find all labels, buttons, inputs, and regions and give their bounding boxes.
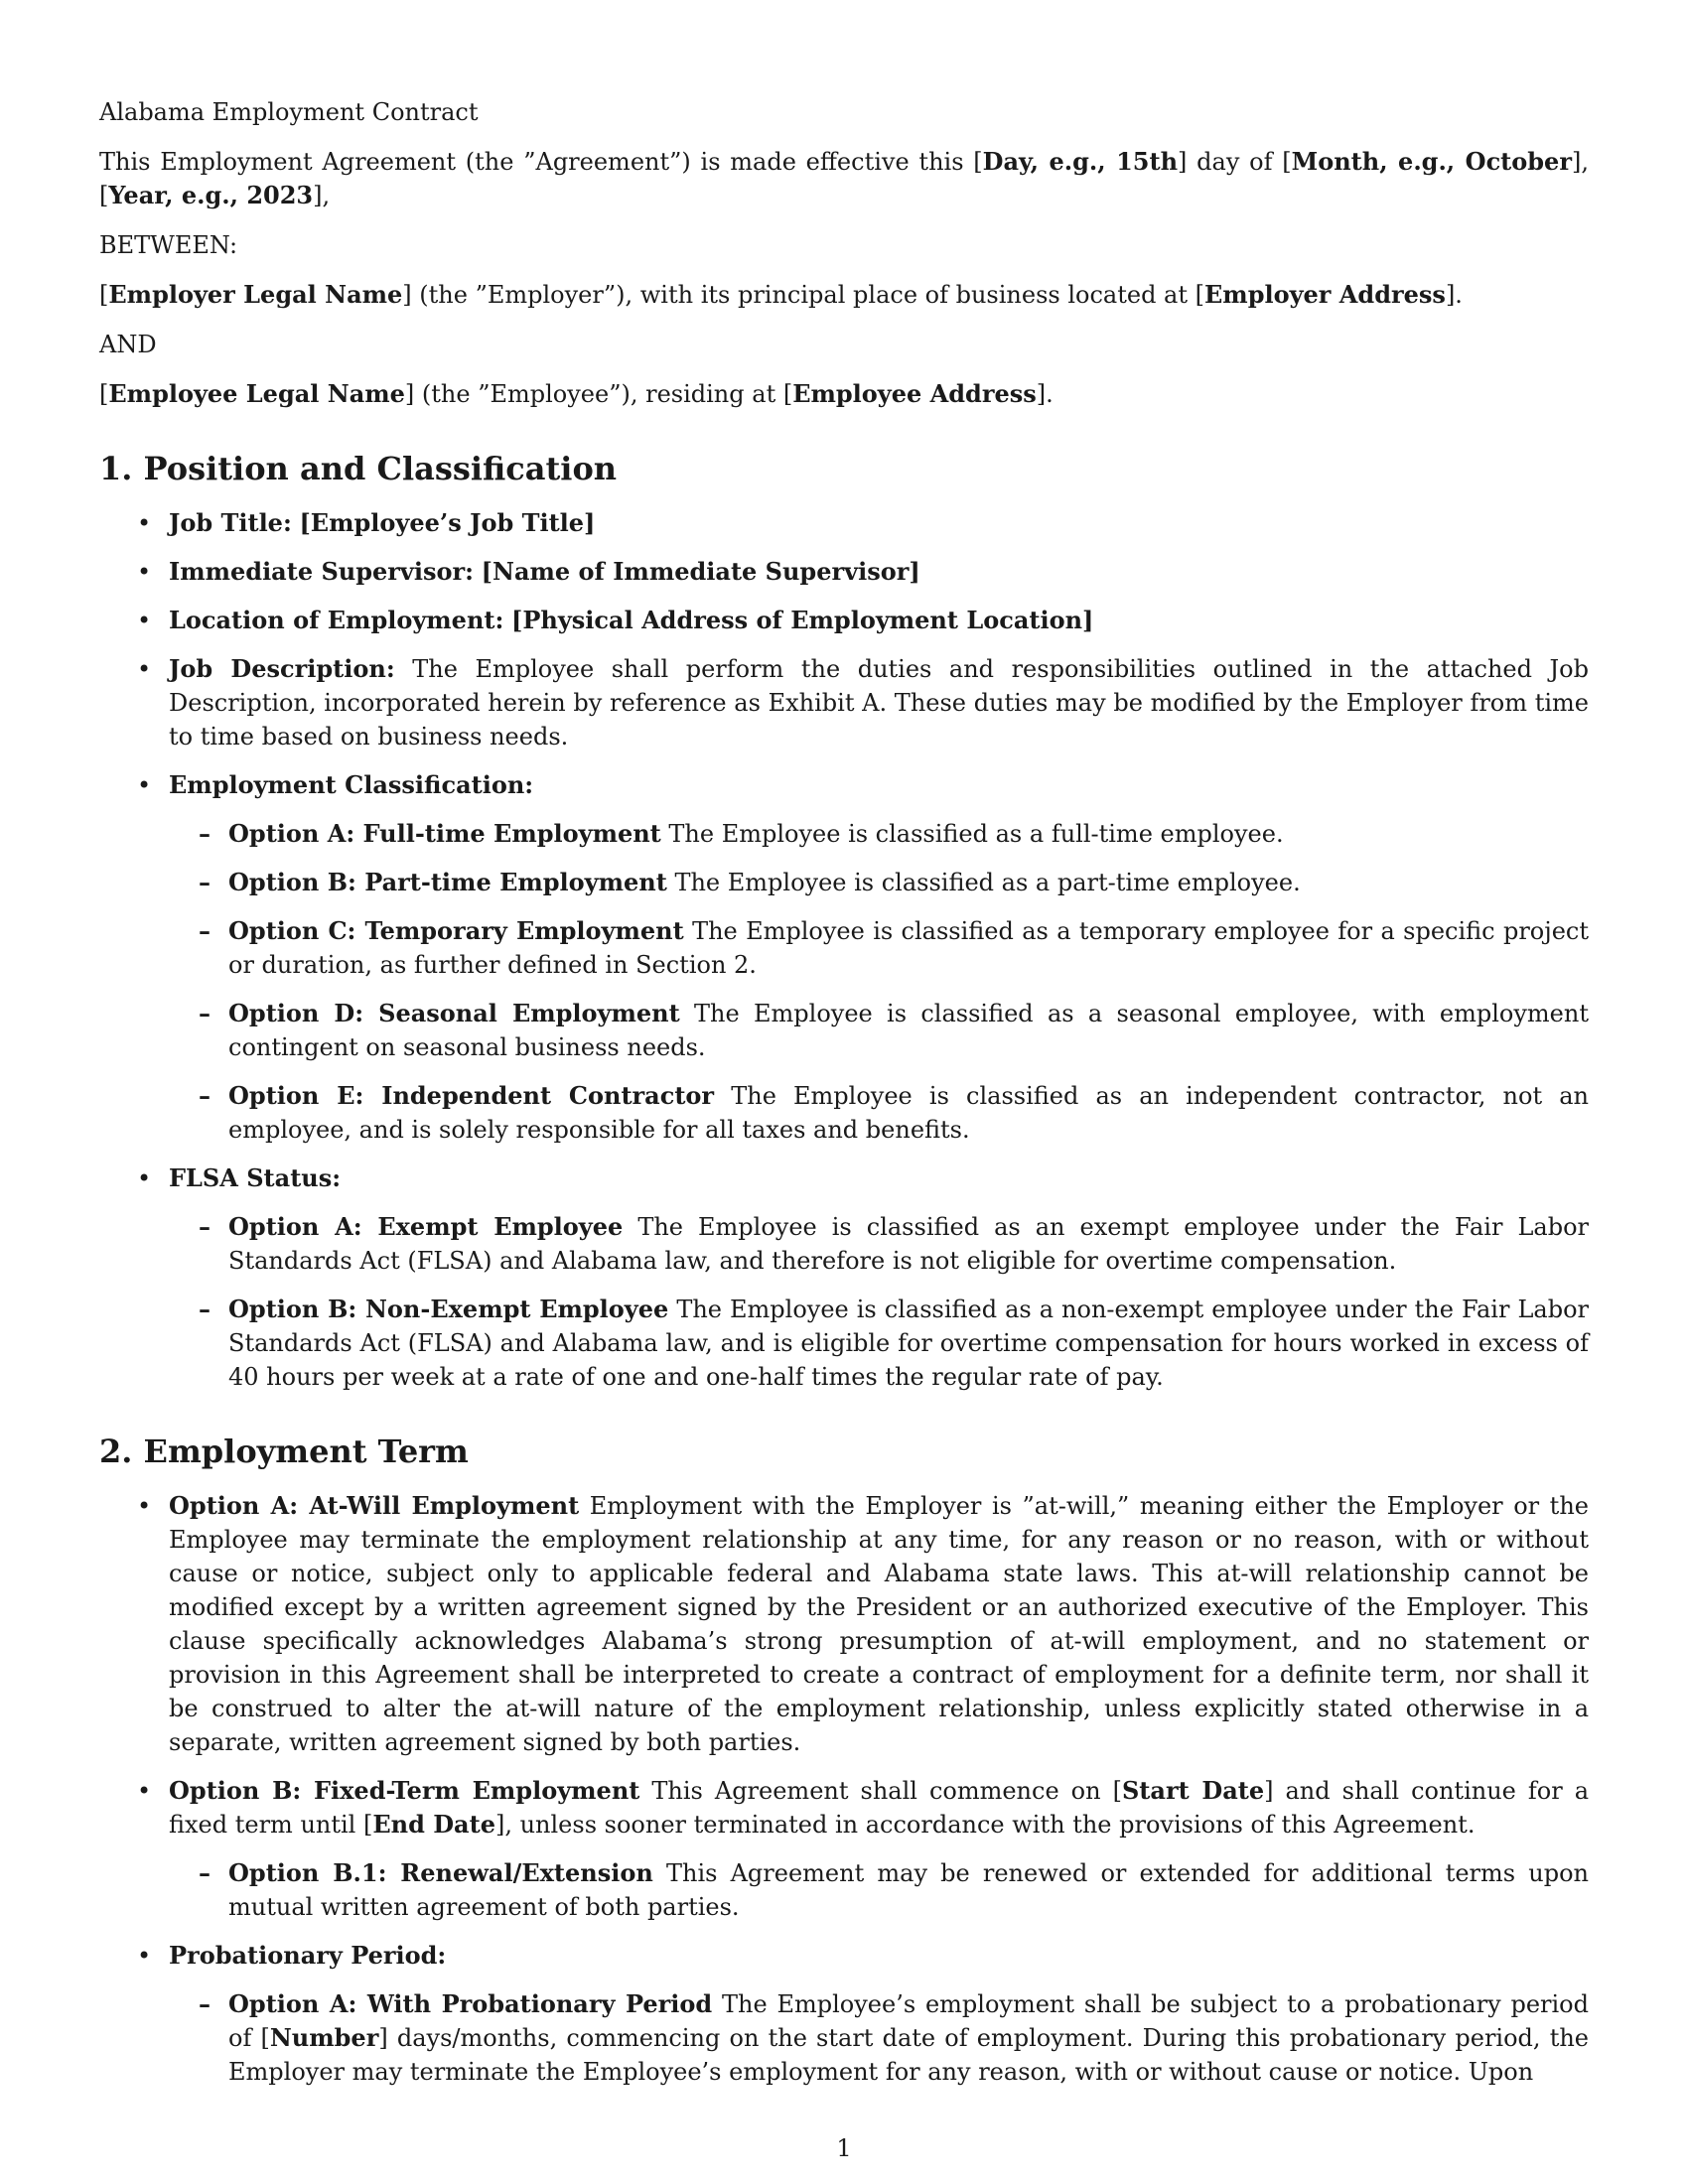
fixed-term-item: • Option B: Fixed-Term Employment This Agreement shall commence on [Start Date] and shall continue for a fixed term until [End Date], unless sooner terminated in accordance with the provisions of this Agreement. – Option B.1: Renewal/Extension This Agreement may be renewed or extended for additional terms upon mutual written agreement of both parties. [169,1774,1589,1924]
employer-address-placeholder: Employer Address [1204,280,1446,309]
supervisor-item: • Immediate Supervisor: [Name of Immediate Supervisor] [169,555,1589,589]
list-item: – Option A: Full-time Employment The Employee is classified as a full-time employee. [228,817,1589,851]
job-description-item: • Job Description: The Employee shall perform the duties and responsibilities outlined in the attached Job Description, incorporated herein by reference as Exhibit A. These duties may be modified by the Employer from time to time based on business needs. [169,652,1589,753]
and-label: AND [99,331,157,358]
document-title: Alabama Employment Contract [99,98,479,126]
section-2-list [99,1489,1589,2089]
list-item: – Option E: Independent Contractor The Employee is classified as an independent contractor, not an employee, and is solely responsible for all taxes and benefits. [228,1079,1589,1147]
job-title-item: • Job Title: [Employee’s Job Title] [169,506,1589,540]
classification-item: • Employment Classification: – Option A: Full-time Employment The Employee is classified as a full-time employee. – Option B: Part-time Employment The Employee is classified as a part-time employee. – Option C: Temporary Employment The Employee is classified as a temporary employee for a specific project or duration, as further defined in Section 2. – Option D: Seasonal Employment The Employee is classified as a seasonal employee, with employment contingent on seasonal business needs. – Option E: Independent Contractor The Employee is classified as an independent contractor, not an employee, and is solely responsible for all taxes and benefits. [169,768,1589,1147]
month-placeholder: Month, e.g., October [1291,147,1572,176]
list-item: – Option D: Seasonal Employment The Employee is classified as a seasonal employee, with employment contingent on seasonal business needs. [228,997,1589,1064]
day-placeholder: Day, e.g., 15th [982,147,1179,176]
list-item: – Option B: Part-time Employment The Employee is classified as a part-time employee. [228,866,1589,899]
page-number: 1 [836,2134,852,2162]
list-item: – Option A: With Probationary Period The Employee’s employment shall be subject to a probationary period of [Number] days/months, commencing on the start date of employment. During this probationary period, the Employer may terminate the Employee’s employment for any reason, with or without cause or notice. Upon [228,1987,1589,2089]
classification-options [169,817,1589,1147]
employee-name-placeholder: Employee Legal Name [108,379,405,408]
number-placeholder: Number [269,2023,379,2052]
year-placeholder: Year, e.g., 2023 [108,181,314,209]
flsa-options [169,1210,1589,1394]
section-1-heading: 1. Position and Classification [99,450,618,487]
probation-item: • Probationary Period: – Option A: With Probationary Period The Employee’s employment shall be subject to a probationary period of [Number] days/months, commencing on the start date of employment. During this probationary period, the Employer may terminate the Employee’s employment for any reason, with or without cause or notice. Upon [169,1939,1589,2089]
flsa-item: • FLSA Status: – Option A: Exempt Employee The Employee is classified as an exempt employee under the Fair Labor Standards Act (FLSA) and Alabama law, and therefore is not eligible for overtime compensation. – Option B: Non-Exempt Employee The Employee is classified as a non-exempt employee under the Fair Labor Standards Act (FLSA) and Alabama law, and is eligible for overtime compensation for hours worked in excess of 40 hours per week at a rate of one and one-half times the regular rate of pay. [169,1161,1589,1394]
employee-address-placeholder: Employee Address [792,379,1037,408]
document-page [99,95,1589,2104]
probation-options [169,1987,1589,2089]
employer-line: [Employer Legal Name] (the ”Employer”), with its principal place of business located at [Employer Address]. [99,280,1463,309]
list-item: – Option C: Temporary Employment The Employee is classified as a temporary employee for a specific project or duration, as further defined in Section 2. [228,914,1589,982]
employee-line: [Employee Legal Name] (the ”Employee”), residing at [Employee Address]. [99,379,1054,408]
list-item: – Option A: Exempt Employee The Employee is classified as an exempt employee under the Fair Labor Standards Act (FLSA) and Alabama law, and therefore is not eligible for overtime compensation. [228,1210,1589,1278]
fixed-term-options [169,1856,1589,1924]
section-2-heading: 2. Employment Term [99,1433,469,1470]
section-1-list [99,506,1589,1394]
at-will-item: • Option A: At-Will Employment Employment with the Employer is ”at-will,” meaning either the Employer or the Employee may terminate the employment relationship at any time, for any reason or no reason, with or without cause or notice, subject only to applicable federal and Alabama state laws. This at-will relationship cannot be modified except by a written agreement signed by the President or an authorized executive of the Employer. This clause specifically acknowledges Alabama’s strong presumption of at-will employment, and no statement or provision in this Agreement shall be interpreted to create a contract of employment for a definite term, nor shall it be construed to alter the at-will nature of the employment relationship, unless explicitly stated otherwise in a separate, written agreement signed by both parties. [169,1489,1589,1759]
between-label: BETWEEN: [99,231,238,259]
employer-name-placeholder: Employer Legal Name [108,280,403,309]
list-item: – Option B: Non-Exempt Employee The Employee is classified as a non-exempt employee under the Fair Labor Standards Act (FLSA) and Alabama law, and is eligible for overtime compensation for hours worked in excess of 40 hours per week at a rate of one and one-half times the regular rate of pay. [228,1293,1589,1394]
start-date-placeholder: Start Date [1121,1776,1265,1805]
list-item: – Option B.1: Renewal/Extension This Agreement may be renewed or extended for additional terms upon mutual written agreement of both parties. [228,1856,1589,1924]
intro-paragraph: This Employment Agreement (the ”Agreement”) is made effective this [Day, e.g., 15th] day of [Month, e.g., October], [Year, e.g., 2023], [99,147,1589,209]
end-date-placeholder: End Date [372,1810,495,1839]
location-item: • Location of Employment: [Physical Address of Employment Location] [169,604,1589,637]
